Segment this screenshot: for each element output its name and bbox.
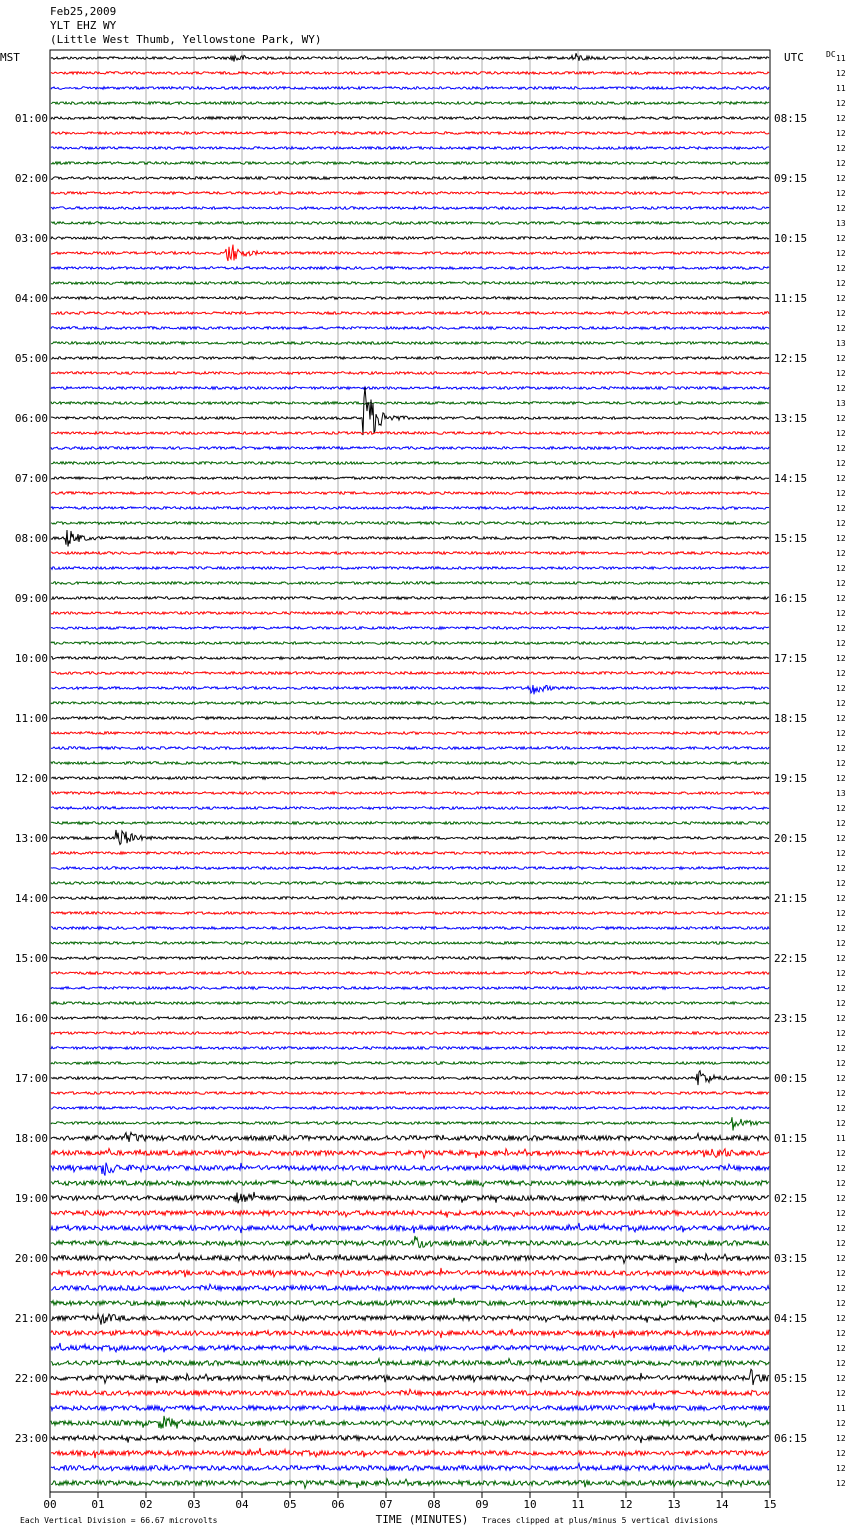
utc-hour-label: 06:15 — [774, 1432, 808, 1445]
seismic-trace — [51, 582, 769, 585]
seismic-trace — [51, 387, 769, 435]
dc-offset-label: 13 — [836, 789, 846, 798]
x-tick-label: 02 — [139, 1498, 153, 1511]
seismic-trace — [51, 1329, 769, 1338]
seismic-trace — [51, 1211, 769, 1218]
dc-offset-label: 12 — [836, 1344, 846, 1353]
dc-offset-label: 12 — [836, 654, 846, 663]
dc-offset-label: 12 — [836, 1209, 846, 1218]
dc-offset-label: 12 — [836, 1389, 846, 1398]
dc-offset-label: 12 — [836, 714, 846, 723]
left-axis-title: MST — [0, 51, 20, 64]
dc-offset-label: 12 — [836, 1374, 846, 1383]
seismic-trace — [51, 177, 769, 180]
dc-offset-label: 12 — [836, 234, 846, 243]
mst-hour-label: 14:00 — [14, 892, 48, 905]
dc-offset-label: 12 — [836, 1119, 846, 1128]
seismic-trace — [51, 1464, 769, 1471]
utc-hour-label: 17:15 — [774, 652, 808, 665]
seismic-trace — [51, 822, 769, 825]
dc-offset-label: 12 — [836, 1254, 846, 1263]
dc-offset-label: 12 — [836, 204, 846, 213]
seismic-trace — [51, 972, 769, 975]
seismic-trace — [51, 372, 769, 375]
dc-offset-label: 12 — [836, 459, 846, 468]
dc-offset-label: 12 — [836, 1449, 846, 1458]
mst-hour-label: 10:00 — [14, 652, 48, 665]
seismic-trace — [51, 672, 769, 675]
utc-hour-label: 03:15 — [774, 1252, 808, 1265]
seismic-trace — [51, 627, 769, 630]
mst-hour-label: 09:00 — [14, 592, 48, 605]
seismic-trace — [51, 1369, 769, 1385]
dc-offset-label: 12 — [836, 939, 846, 948]
x-tick-label: 07 — [379, 1498, 393, 1511]
dc-offset-label: 12 — [836, 324, 846, 333]
seismic-trace — [51, 432, 769, 435]
dc-offset-label: 12 — [836, 99, 846, 108]
utc-hour-label: 12:15 — [774, 352, 808, 365]
x-tick-label: 08 — [427, 1498, 441, 1511]
dc-offset-label: 12 — [836, 564, 846, 573]
dc-offset-label: 11 — [836, 84, 846, 93]
dc-offset-label: 12 — [836, 819, 846, 828]
utc-hour-label: 22:15 — [774, 952, 808, 965]
dc-column-title: DC — [826, 50, 836, 59]
seismic-trace — [51, 1062, 769, 1065]
seismic-trace — [51, 717, 769, 720]
dc-offset-label: 12 — [836, 864, 846, 873]
seismic-trace — [51, 267, 769, 270]
dc-offset-label: 12 — [836, 264, 846, 273]
dc-offset-label: 12 — [836, 384, 846, 393]
utc-hour-label: 20:15 — [774, 832, 808, 845]
mst-hour-label: 12:00 — [14, 772, 48, 785]
dc-offset-label: 12 — [836, 1164, 846, 1173]
seismic-trace — [51, 327, 769, 330]
dc-offset-label: 12 — [836, 69, 846, 78]
x-axis-label: TIME (MINUTES) — [375, 1513, 469, 1526]
seismic-trace — [51, 237, 769, 240]
utc-hour-label: 10:15 — [774, 232, 808, 245]
dc-offset-label: 12 — [836, 1284, 846, 1293]
seismic-trace — [51, 1107, 769, 1110]
dc-offset-label: 12 — [836, 924, 846, 933]
seismic-trace — [51, 312, 769, 315]
dc-offset-label: 12 — [836, 1269, 846, 1278]
dc-offset-label: 12 — [836, 1194, 846, 1203]
seismic-trace — [51, 1298, 769, 1308]
seismic-trace — [51, 1359, 769, 1366]
seismic-trace — [51, 807, 769, 810]
dc-offset-label: 12 — [836, 909, 846, 918]
mst-hour-label: 01:00 — [14, 112, 48, 125]
dc-offset-label: 12 — [836, 1359, 846, 1368]
seismic-trace — [51, 942, 769, 945]
seismic-trace — [51, 987, 769, 990]
seismic-trace — [51, 612, 769, 615]
seismic-trace — [51, 927, 769, 930]
dc-offset-label: 12 — [836, 414, 846, 423]
seismic-trace — [51, 867, 769, 870]
seismic-trace — [51, 1180, 769, 1186]
dc-offset-label: 12 — [836, 1059, 846, 1068]
footer-scale-note: Each Vertical Division = 66.67 microvolts — [20, 1516, 218, 1525]
seismic-trace — [51, 357, 769, 360]
seismic-trace — [51, 882, 769, 885]
mst-hour-label: 05:00 — [14, 352, 48, 365]
mst-hour-label: 06:00 — [14, 412, 48, 425]
dc-offset-label: 12 — [836, 999, 846, 1008]
seismic-trace — [51, 1223, 769, 1233]
seismic-trace — [51, 852, 769, 855]
seismic-trace — [51, 1132, 769, 1142]
seismic-trace — [51, 1032, 769, 1035]
x-tick-label: 06 — [331, 1498, 345, 1511]
x-tick-label: 13 — [667, 1498, 681, 1511]
utc-hour-label: 09:15 — [774, 172, 808, 185]
x-tick-label: 10 — [523, 1498, 537, 1511]
dc-offset-label: 12 — [836, 1419, 846, 1428]
utc-hour-label: 11:15 — [774, 292, 808, 305]
seismic-trace — [51, 147, 769, 150]
dc-offset-label: 12 — [836, 549, 846, 558]
dc-offset-label: 12 — [836, 954, 846, 963]
dc-offset-label: 12 — [836, 189, 846, 198]
seismic-trace — [51, 530, 769, 547]
mst-hour-label: 19:00 — [14, 1192, 48, 1205]
utc-hour-label: 19:15 — [774, 772, 808, 785]
dc-offset-label: 12 — [836, 1239, 846, 1248]
dc-offset-label: 12 — [836, 759, 846, 768]
dc-offset-label: 12 — [836, 309, 846, 318]
dc-offset-label: 12 — [836, 879, 846, 888]
mst-hour-label: 02:00 — [14, 172, 48, 185]
dc-offset-label: 12 — [836, 744, 846, 753]
seismic-trace — [51, 1403, 769, 1412]
seismic-trace — [51, 657, 769, 660]
mst-hour-label: 15:00 — [14, 952, 48, 965]
dc-offset-label: 12 — [836, 294, 846, 303]
dc-offset-label: 12 — [836, 624, 846, 633]
seismic-trace — [51, 117, 769, 120]
mst-hour-label: 04:00 — [14, 292, 48, 305]
seismic-trace — [51, 477, 769, 480]
utc-hour-label: 23:15 — [774, 1012, 808, 1025]
seismic-trace — [51, 1149, 769, 1159]
dc-offset-label: 12 — [836, 504, 846, 513]
seismic-trace — [51, 1163, 769, 1176]
seismic-trace — [51, 912, 769, 915]
utc-hour-label: 14:15 — [774, 472, 808, 485]
dc-offset-label: 12 — [836, 1074, 846, 1083]
seismic-trace — [51, 1284, 769, 1291]
seismic-trace — [51, 1268, 769, 1277]
dc-offset-label: 12 — [836, 249, 846, 258]
seismic-trace — [51, 297, 769, 300]
seismic-trace — [51, 1047, 769, 1050]
dc-offset-label: 12 — [836, 474, 846, 483]
dc-offset-label: 12 — [836, 669, 846, 678]
dc-offset-label: 12 — [836, 1434, 846, 1443]
dc-offset-label: 12 — [836, 1029, 846, 1038]
x-tick-label: 12 — [619, 1498, 633, 1511]
utc-hour-label: 04:15 — [774, 1312, 808, 1325]
dc-offset-label: 12 — [836, 129, 846, 138]
dc-offset-label: 12 — [836, 1329, 846, 1338]
seismic-trace — [51, 897, 769, 900]
seismic-trace — [51, 387, 769, 390]
dc-offset-label: 12 — [836, 729, 846, 738]
seismic-trace — [51, 1117, 769, 1130]
mst-hour-label: 16:00 — [14, 1012, 48, 1025]
dc-offset-label: 12 — [836, 114, 846, 123]
x-tick-label: 15 — [763, 1498, 777, 1511]
dc-offset-label: 12 — [836, 489, 846, 498]
mst-hour-label: 03:00 — [14, 232, 48, 245]
seismic-trace — [51, 192, 769, 195]
dc-offset-label: 12 — [836, 984, 846, 993]
utc-hour-label: 15:15 — [774, 532, 808, 545]
x-tick-label: 01 — [91, 1498, 105, 1511]
dc-offset-label: 12 — [836, 279, 846, 288]
dc-offset-label: 12 — [836, 579, 846, 588]
dc-offset-label: 11 — [836, 1404, 846, 1413]
x-tick-label: 00 — [43, 1498, 57, 1511]
seismic-trace — [51, 282, 769, 285]
dc-offset-label: 12 — [836, 144, 846, 153]
mst-hour-label: 21:00 — [14, 1312, 48, 1325]
dc-offset-label: 12 — [836, 894, 846, 903]
seismic-trace — [51, 685, 769, 694]
seismic-trace — [51, 222, 769, 225]
dc-offset-label: 12 — [836, 1044, 846, 1053]
seismic-trace — [51, 552, 769, 555]
seismic-trace — [51, 162, 769, 165]
footer-clip-note: Traces clipped at plus/minus 5 vertical divisions — [482, 1516, 719, 1525]
dc-offset-label: 12 — [836, 684, 846, 693]
seismic-trace — [51, 53, 769, 61]
seismic-trace — [51, 762, 769, 765]
mst-hour-label: 18:00 — [14, 1132, 48, 1145]
x-tick-label: 14 — [715, 1498, 729, 1511]
dc-offset-label: 13 — [836, 219, 846, 228]
seismic-trace — [51, 1479, 769, 1488]
dc-offset-label: 12 — [836, 429, 846, 438]
mst-hour-label: 22:00 — [14, 1372, 48, 1385]
seismic-trace — [51, 830, 769, 845]
utc-hour-label: 02:15 — [774, 1192, 808, 1205]
dc-offset-label: 12 — [836, 1014, 846, 1023]
seismic-trace — [51, 1192, 769, 1203]
seismic-trace — [51, 1343, 769, 1352]
seismic-trace — [51, 507, 769, 510]
seismic-trace — [51, 597, 769, 600]
seismic-trace — [51, 732, 769, 735]
utc-hour-label: 08:15 — [774, 112, 808, 125]
seismic-trace — [51, 245, 769, 261]
dc-offset-label: 12 — [836, 1179, 846, 1188]
utc-hour-label: 01:15 — [774, 1132, 808, 1145]
dc-offset-label: 12 — [836, 369, 846, 378]
seismic-trace — [51, 462, 769, 465]
dc-offset-label: 12 — [836, 174, 846, 183]
dc-offset-label: 12 — [836, 1464, 846, 1473]
dc-offset-label: 11 — [836, 1134, 846, 1143]
station-code: YLT EHZ WY — [50, 19, 117, 32]
right-axis-title: UTC — [784, 51, 804, 64]
dc-offset-label: 12 — [836, 1299, 846, 1308]
seismic-trace — [51, 747, 769, 750]
x-tick-label: 09 — [475, 1498, 489, 1511]
seismic-trace — [51, 342, 769, 345]
x-tick-label: 11 — [571, 1498, 585, 1511]
dc-offset-label: 11 — [836, 54, 846, 63]
seismic-trace — [51, 1448, 769, 1458]
dc-offset-label: 12 — [836, 1149, 846, 1158]
seismic-trace — [51, 1416, 769, 1429]
utc-hour-label: 21:15 — [774, 892, 808, 905]
dc-offset-label: 12 — [836, 594, 846, 603]
dc-offset-label: 13 — [836, 339, 846, 348]
dc-offset-label: 13 — [836, 399, 846, 408]
seismic-trace — [51, 567, 769, 570]
dc-offset-label: 12 — [836, 849, 846, 858]
dc-offset-label: 12 — [836, 834, 846, 843]
seismic-trace — [51, 207, 769, 210]
seismic-trace — [51, 1389, 769, 1395]
x-tick-label: 04 — [235, 1498, 249, 1511]
seismic-trace — [51, 492, 769, 495]
seismic-trace — [51, 777, 769, 780]
dc-offset-label: 12 — [836, 354, 846, 363]
dc-offset-label: 12 — [836, 804, 846, 813]
seismic-trace — [51, 702, 769, 705]
dc-offset-label: 12 — [836, 969, 846, 978]
seismic-trace — [51, 447, 769, 450]
dc-offset-label: 12 — [836, 1089, 846, 1098]
utc-hour-label: 00:15 — [774, 1072, 808, 1085]
dc-offset-label: 12 — [836, 1104, 846, 1113]
dc-offset-label: 12 — [836, 609, 846, 618]
utc-hour-label: 13:15 — [774, 412, 808, 425]
dc-offset-label: 12 — [836, 519, 846, 528]
seismic-trace — [51, 642, 769, 645]
seismic-trace — [51, 1314, 769, 1325]
station-location: (Little West Thumb, Yellowstone Park, WY) — [50, 33, 322, 46]
x-tick-label: 03 — [187, 1498, 201, 1511]
seismic-trace — [51, 402, 769, 405]
dc-offset-label: 12 — [836, 159, 846, 168]
seismic-trace — [51, 102, 769, 105]
seismic-trace — [51, 1071, 769, 1085]
dc-offset-label: 12 — [836, 534, 846, 543]
mst-hour-label: 11:00 — [14, 712, 48, 725]
mst-hour-label: 08:00 — [14, 532, 48, 545]
dc-offset-label: 12 — [836, 444, 846, 453]
dc-offset-label: 12 — [836, 1314, 846, 1323]
seismic-trace — [51, 1434, 769, 1443]
dc-offset-label: 12 — [836, 639, 846, 648]
dc-offset-label: 12 — [836, 699, 846, 708]
mst-hour-label: 23:00 — [14, 1432, 48, 1445]
x-tick-label: 05 — [283, 1498, 297, 1511]
mst-hour-label: 07:00 — [14, 472, 48, 485]
mst-hour-label: 13:00 — [14, 832, 48, 845]
dc-offset-label: 12 — [836, 1479, 846, 1488]
utc-hour-label: 05:15 — [774, 1372, 808, 1385]
seismic-trace — [51, 87, 769, 90]
seismic-trace — [51, 1254, 769, 1264]
seismic-trace — [51, 1236, 769, 1248]
utc-hour-label: 16:15 — [774, 592, 808, 605]
seismic-trace — [51, 957, 769, 960]
seismic-trace — [51, 1092, 769, 1095]
mst-hour-label: 20:00 — [14, 1252, 48, 1265]
utc-hour-label: 18:15 — [774, 712, 808, 725]
seismic-trace — [51, 1002, 769, 1005]
seismic-trace — [51, 1017, 769, 1020]
seismic-trace — [51, 72, 769, 75]
dc-offset-label: 12 — [836, 1224, 846, 1233]
dc-offset-label: 12 — [836, 774, 846, 783]
seismic-trace — [51, 522, 769, 525]
plot-date: Feb25,2009 — [50, 5, 117, 18]
seismic-trace — [51, 132, 769, 135]
seismic-trace — [51, 792, 769, 795]
mst-hour-label: 17:00 — [14, 1072, 48, 1085]
